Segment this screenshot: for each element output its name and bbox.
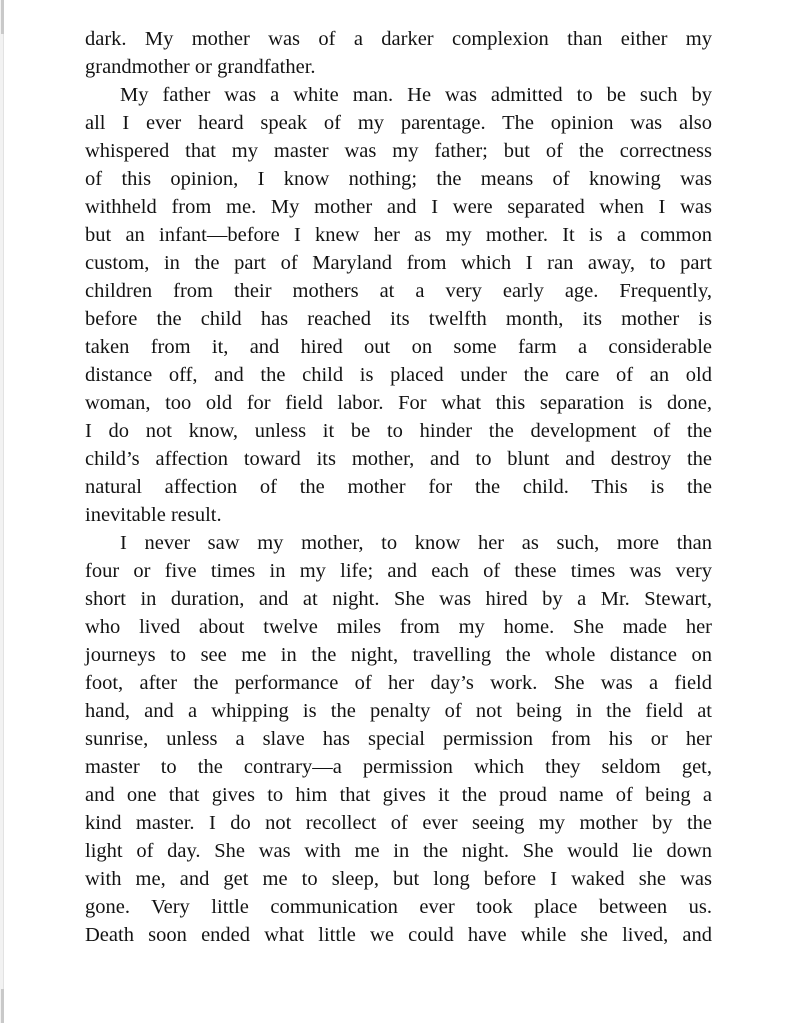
text-line: before the child has reached its twelfth month, its mother is xyxy=(85,308,712,330)
text-line: of this opinion, I know nothing; the means of knowing was xyxy=(85,168,712,190)
text-line: I do not know, unless it be to hinder the development of the xyxy=(85,420,712,442)
text-line: short in duration, and at night. She was hired by a Mr. Stewart, xyxy=(85,588,712,610)
text-line: who lived about twelve miles from my home. She made her xyxy=(85,616,712,638)
text-line: distance off, and the child is placed under the care of an old xyxy=(85,364,712,386)
text-line: inevitable result. xyxy=(85,504,222,526)
text-line: kind master. I do not recollect of ever seeing my mother by the xyxy=(85,812,712,834)
text-line: grandmother or grandfather. xyxy=(85,56,316,78)
text-line: natural affection of the mother for the child. This is the xyxy=(85,476,712,498)
text-line: but an infant—before I knew her as my mother. It is a common xyxy=(85,224,712,246)
page-text xyxy=(85,25,712,949)
text-line: light of day. She was with me in the night. She would lie down xyxy=(85,840,712,862)
scan-edge-line xyxy=(3,0,4,1023)
text-line: woman, too old for field labor. For what this separation is done, xyxy=(85,392,712,414)
text-line: hand, and a whipping is the penalty of not being in the field at xyxy=(85,700,712,722)
text-line: taken from it, and hired out on some farm a considerable xyxy=(85,336,712,358)
text-line: with me, and get me to sleep, but long before I waked she was xyxy=(85,868,712,890)
text-line: four or five times in my life; and each of these times was very xyxy=(85,560,712,582)
text-line: master to the contrary—a permission which they seldom get, xyxy=(85,756,712,778)
text-line: gone. Very little communication ever took place between us. xyxy=(85,896,712,918)
text-line: custom, in the part of Maryland from which I ran away, to part xyxy=(85,252,712,274)
text-line: foot, after the performance of her day’s work. She was a field xyxy=(85,672,712,694)
text-line: journeys to see me in the night, travelling the whole distance on xyxy=(85,644,712,666)
text-line: Death soon ended what little we could have while she lived, and xyxy=(85,924,712,946)
text-line: sunrise, unless a slave has special permission from his or her xyxy=(85,728,712,750)
text-line: withheld from me. My mother and I were separated when I was xyxy=(85,196,712,218)
text-line: and one that gives to him that gives it the proud name of being a xyxy=(85,784,712,806)
text-line: dark. My mother was of a darker complexion than either my xyxy=(85,28,712,50)
scan-edge-mark-bottom xyxy=(1,989,4,1023)
text-line: whispered that my master was my father; but of the correctness xyxy=(85,140,712,162)
text-line: My father was a white man. He was admitted to be such by xyxy=(120,84,712,106)
text-line: I never saw my mother, to know her as such, more than xyxy=(120,532,712,554)
text-line: child’s affection toward its mother, and to blunt and destroy the xyxy=(85,448,712,470)
text-line: all I ever heard speak of my parentage. The opinion was also xyxy=(85,112,712,134)
text-line: children from their mothers at a very early age. Frequently, xyxy=(85,280,712,302)
scan-edge-mark-top xyxy=(1,0,4,34)
